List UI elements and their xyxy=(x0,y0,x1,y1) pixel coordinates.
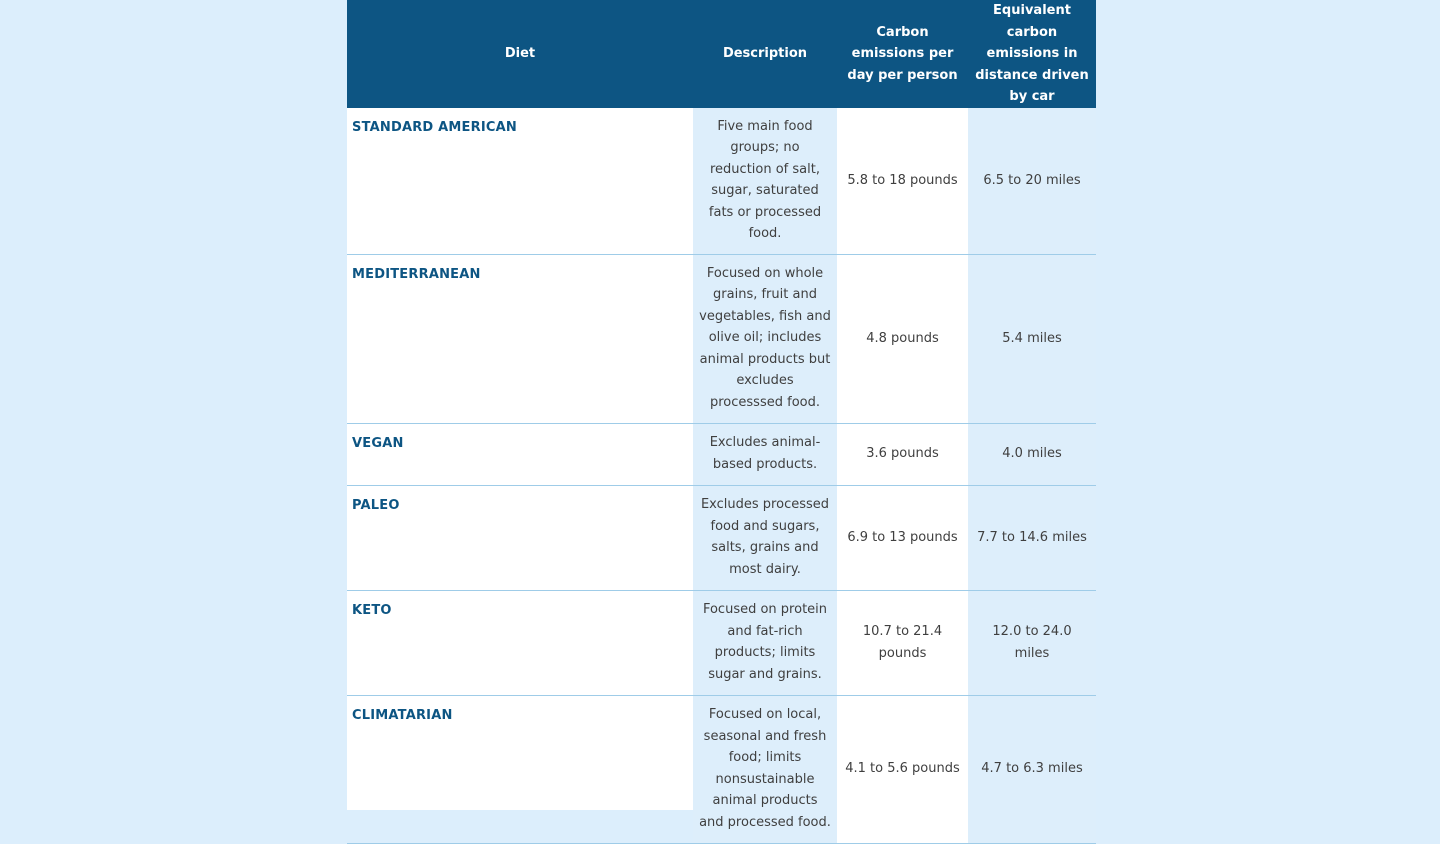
table-row xyxy=(347,254,1096,423)
diet-name: KETO xyxy=(347,590,693,695)
header-equivalent-distance: Equivalent carbon emissions in distance driven by car xyxy=(968,0,1096,108)
diet-description: Five main food groups; no reduction of salt, sugar, saturated fats or processed food. xyxy=(693,108,837,255)
header-diet: Diet xyxy=(347,0,693,108)
equivalent-distance-value: 5.4 miles xyxy=(968,254,1096,423)
diet-description: Focused on whole grains, fruit and vegetables, fish and olive oil; includes animal products but excludes processsed food. xyxy=(693,254,837,423)
carbon-emissions-value: 5.8 to 18 pounds xyxy=(837,108,968,255)
equivalent-distance-value: 4.0 miles xyxy=(968,423,1096,485)
carbon-emissions-value: 6.9 to 13 pounds xyxy=(837,485,968,590)
header-description: Description xyxy=(693,0,837,108)
diet-name: PALEO xyxy=(347,485,693,590)
diet-description: Excludes processed food and sugars, salts, grains and most dairy. xyxy=(693,485,837,590)
equivalent-distance-value: 4.7 to 6.3 miles xyxy=(968,695,1096,843)
equivalent-distance-value: 12.0 to 24.0 miles xyxy=(968,590,1096,695)
diet-name: STANDARD AMERICAN xyxy=(347,108,693,255)
diet-emissions-table-panel xyxy=(347,0,1096,830)
carbon-emissions-value: 4.1 to 5.6 pounds xyxy=(837,695,968,843)
diet-name: VEGAN xyxy=(347,423,693,485)
table-row xyxy=(347,590,1096,695)
diet-description: Focused on protein and fat-rich products; limits sugar and grains. xyxy=(693,590,837,695)
table-header xyxy=(347,0,1096,108)
table-row xyxy=(347,695,1096,843)
diet-name: CLIMATARIAN xyxy=(347,695,693,843)
table-row xyxy=(347,423,1096,485)
header-row xyxy=(347,0,1096,108)
table-row xyxy=(347,485,1096,590)
table-row xyxy=(347,108,1096,255)
carbon-emissions-value: 3.6 pounds xyxy=(837,423,968,485)
carbon-emissions-value: 10.7 to 21.4 pounds xyxy=(837,590,968,695)
table-body xyxy=(347,108,1096,844)
diet-name: MEDITERRANEAN xyxy=(347,254,693,423)
equivalent-distance-value: 7.7 to 14.6 miles xyxy=(968,485,1096,590)
carbon-emissions-value: 4.8 pounds xyxy=(837,254,968,423)
diet-description: Excludes animal-based products. xyxy=(693,423,837,485)
diet-emissions-table xyxy=(347,0,1096,844)
diet-description: Focused on local, seasonal and fresh food; limits nonsustainable animal products and processed food. xyxy=(693,695,837,843)
equivalent-distance-value: 6.5 to 20 miles xyxy=(968,108,1096,255)
header-carbon-emissions: Carbon emissions per day per person xyxy=(837,0,968,108)
